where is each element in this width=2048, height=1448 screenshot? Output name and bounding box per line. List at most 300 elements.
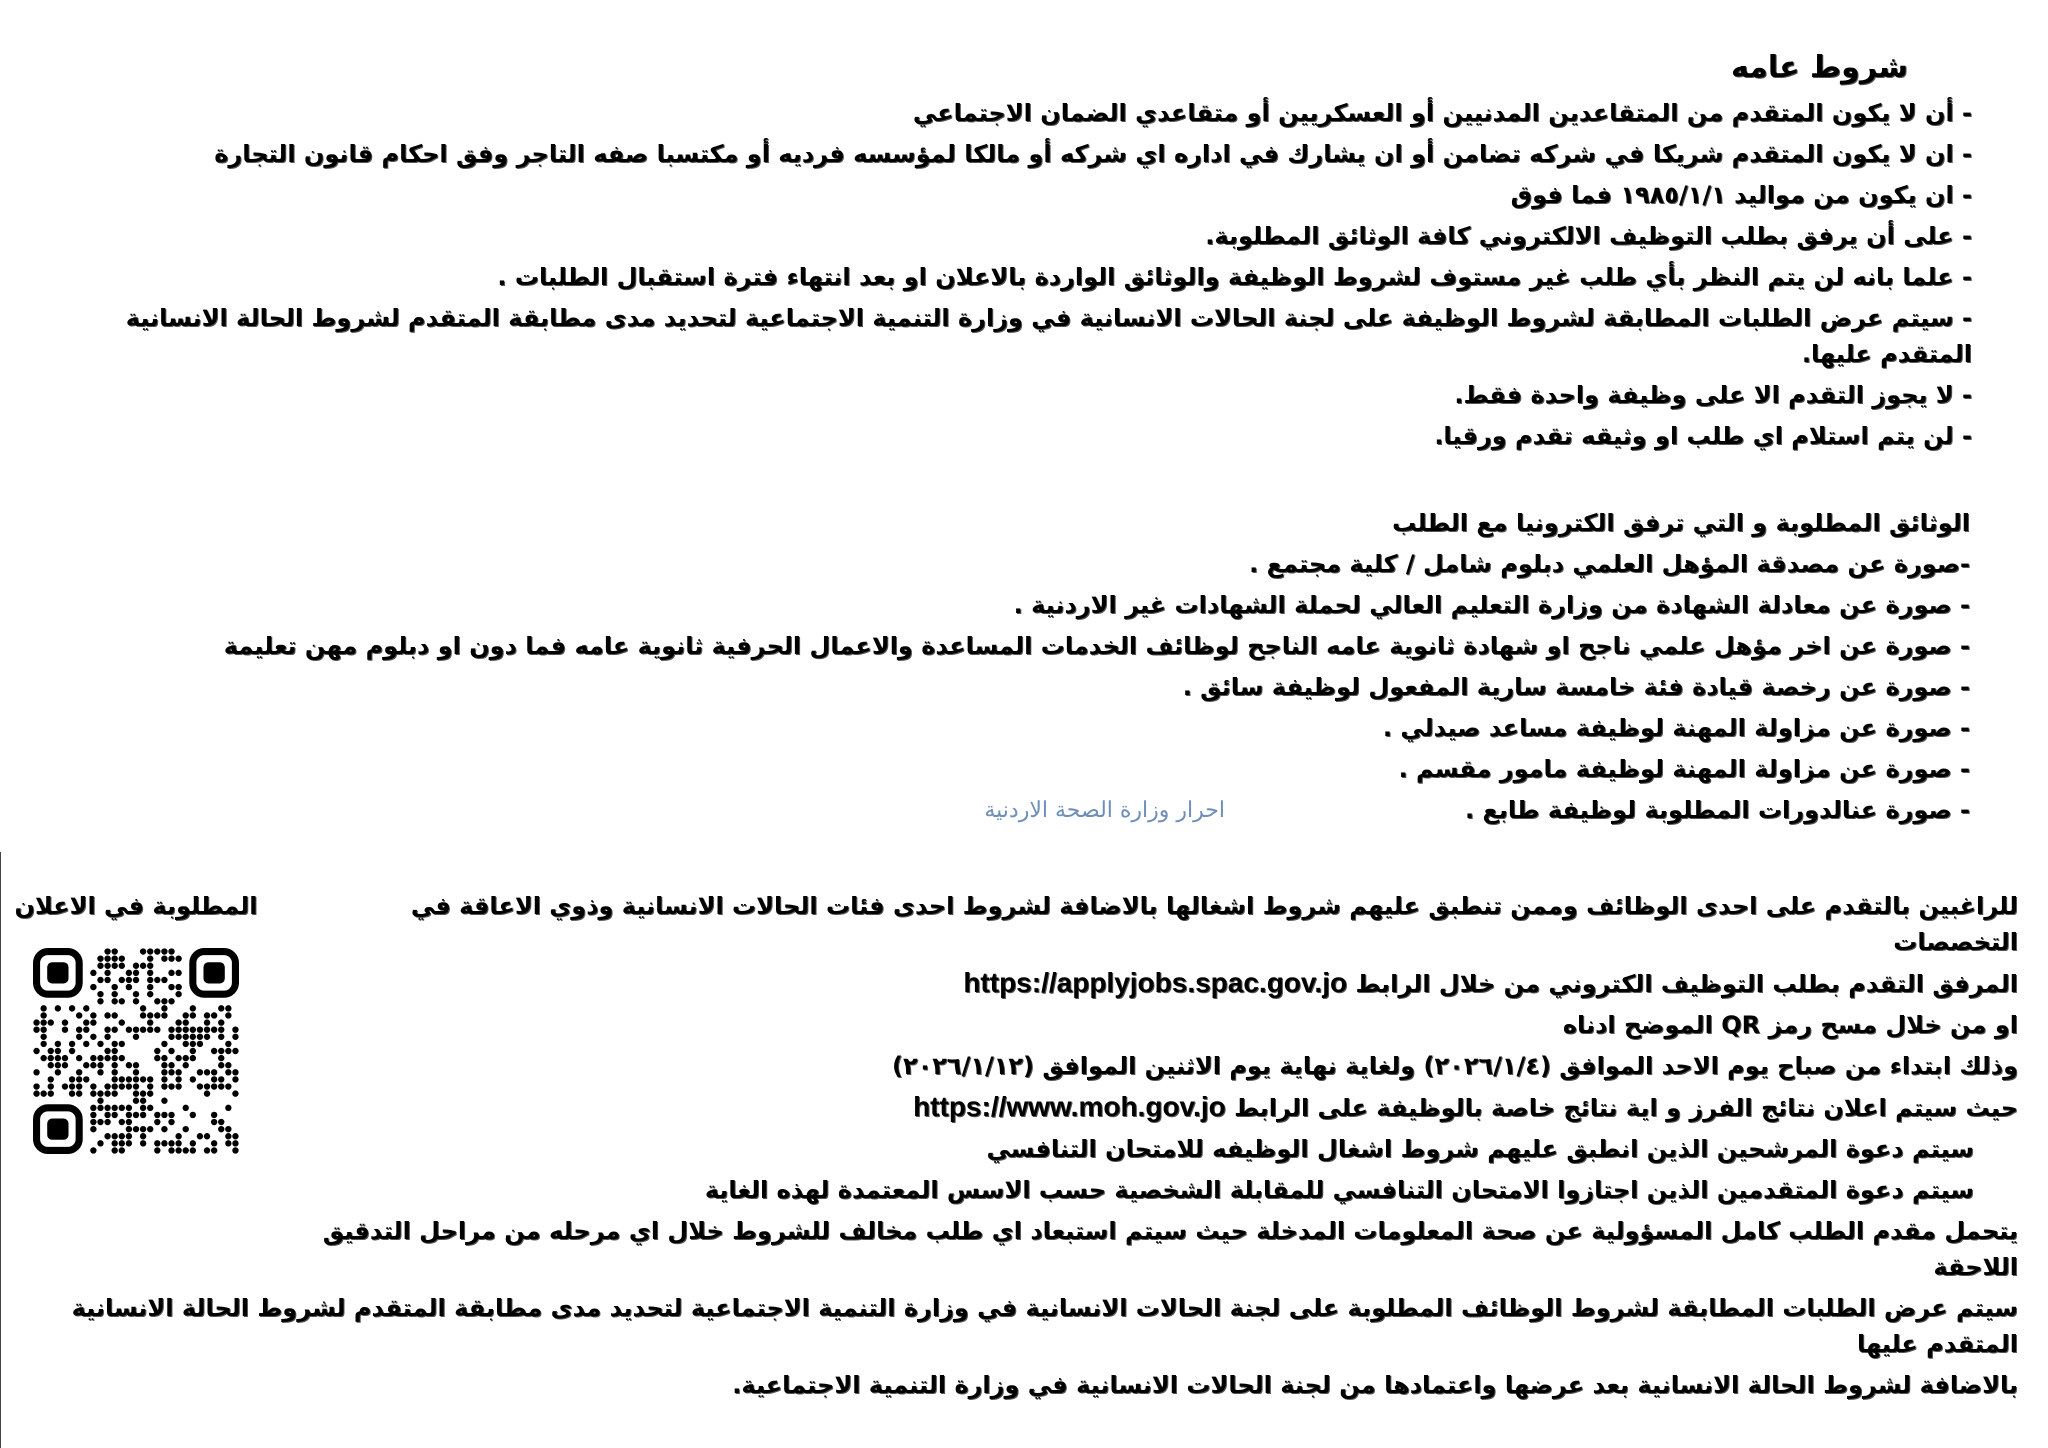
qr-module: [168, 1069, 174, 1075]
qr-module: [90, 1055, 96, 1061]
qr-module: [97, 1098, 103, 1104]
qr-module: [168, 1034, 174, 1040]
qr-module: [140, 1012, 146, 1018]
qr-module: [225, 1062, 231, 1068]
qr-module: [90, 1105, 96, 1111]
qr-module: [168, 1112, 174, 1118]
qr-module: [140, 1026, 146, 1032]
qr-module: [168, 1083, 174, 1089]
qr-module: [140, 963, 146, 969]
qr-module: [111, 1062, 117, 1068]
qr-finder-center: [203, 962, 224, 983]
qr-module: [111, 1140, 117, 1146]
qr-module: [161, 1112, 167, 1118]
qr-module: [183, 1055, 189, 1061]
qr-module: [62, 1055, 68, 1061]
results-text: حيث سيتم اعلان نتائج الفرز و اية نتائج خاصة بالوظيفة على الرابط: [1234, 1094, 2018, 1122]
qr-module: [232, 1076, 238, 1082]
qr-module: [204, 1133, 210, 1139]
apply-line: سيتم عرض الطلبات المطابقة لشروط الوظائف المطلوبة على لجنة الحالات الانسانية في وزارة التنمية الاجتماعية لتحديد مدى مطابقة المتقدم لشروط الحالة الانسانية المتقدم عليها: [71, 1294, 2018, 1358]
apply-text-column: [285, 888, 2018, 1290]
qr-module: [190, 1076, 196, 1082]
qr-module: [97, 1069, 103, 1075]
qr-module: [175, 1026, 181, 1032]
qr-module: [183, 1041, 189, 1047]
qr-module: [126, 977, 132, 983]
qr-module: [119, 955, 125, 961]
qr-module: [97, 991, 103, 997]
qr-module: [168, 1119, 174, 1125]
qr-module: [190, 1048, 196, 1054]
qr-module: [76, 1034, 82, 1040]
apply-line: وذلك ابتداء من صباح يوم الاحد الموافق (٢٠٢٦/١/٤) ولغاية نهاية يوم الاثنين الموافق (٢٠٢٦/١/١٢): [892, 1052, 2018, 1080]
qr-module: [104, 1090, 110, 1096]
moh-link[interactable]: https://www.moh.gov.jo: [913, 1091, 1226, 1122]
qr-module: [225, 1083, 231, 1089]
qr-module: [126, 1126, 132, 1132]
qr-module: [133, 1069, 139, 1075]
general-condition-item: - علما بانه لن يتم النظر بأي طلب غير مستوف لشروط الوظيفة والوثائق الواردة بالاعلان او بعد انتهاء فترة استقبال الطلبات .: [497, 263, 1972, 291]
qr-module: [133, 1076, 139, 1082]
qr-module: [211, 1048, 217, 1054]
qr-module: [218, 1119, 224, 1125]
qr-module: [218, 1034, 224, 1040]
qr-module: [232, 1140, 238, 1146]
qr-module: [211, 1026, 217, 1032]
qr-module: [111, 1055, 117, 1061]
qr-module: [111, 955, 117, 961]
qr-module: [104, 1119, 110, 1125]
qr-module: [104, 1105, 110, 1111]
apply-line: او من خلال مسح رمز QR الموضح ادناه: [1562, 1011, 2018, 1039]
qr-module: [119, 1133, 125, 1139]
qr-module: [76, 1026, 82, 1032]
qr-module: [218, 1126, 224, 1132]
qr-module: [161, 955, 167, 961]
qr-module: [126, 970, 132, 976]
qr-module: [140, 1005, 146, 1011]
qr-module: [154, 1048, 160, 1054]
qr-module: [62, 1062, 68, 1068]
qr-module: [175, 1034, 181, 1040]
qr-module: [147, 1026, 153, 1032]
general-conditions-section: [0, 0, 2048, 454]
qr-module: [147, 1105, 153, 1111]
qr-module: [140, 1126, 146, 1132]
qr-module: [161, 1062, 167, 1068]
qr-module: [183, 1026, 189, 1032]
qr-module: [190, 1012, 196, 1018]
qr-module: [161, 1005, 167, 1011]
qr-module: [119, 1119, 125, 1125]
qr-module: [40, 1041, 46, 1047]
qr-module: [111, 1083, 117, 1089]
qr-module: [197, 1034, 203, 1040]
qr-module: [168, 1062, 174, 1068]
qr-module: [83, 1026, 89, 1032]
qr-module: [104, 1034, 110, 1040]
apply-line: للراغبين بالتقدم على احدى الوظائف وممن تنطبق عليهم شروط اشغالها بالاضافة لشروط احدى فئات الحالات الانسانية وذوي الاعاقة في التخصصات: [410, 892, 2018, 956]
general-condition-item: - ان لا يكون المتقدم شريكا في شركه تضامن أو ان يشارك في اداره اي شركه أو مالكا لمؤسسه فرديه أو مكتسبا صفه التاجر وفق احكام قانون التجارة: [214, 140, 1972, 168]
general-condition-item: - ان يكون من مواليد ١٩٨٥/١/١ فما فوق: [1510, 181, 1972, 209]
qr-module: [126, 1140, 132, 1146]
qr-finder-center: [47, 962, 68, 983]
general-condition-item: - سيتم عرض الطلبات المطابقة لشروط الوظيفة على لجنة الحالات الانسانية في وزارة التنمية الاجتماعية لتحديد مدى مطابقة المتقدم لشروط الحالة الانسانية المتقدم عليها.: [125, 304, 1972, 368]
qr-module: [168, 1026, 174, 1032]
qr-module: [119, 963, 125, 969]
qr-module: [104, 948, 110, 954]
qr-module: [104, 1012, 110, 1018]
qr-module: [62, 1019, 68, 1025]
qr-module: [97, 1105, 103, 1111]
qr-module: [197, 1041, 203, 1047]
qr-module: [190, 1026, 196, 1032]
qr-module: [161, 1012, 167, 1018]
apply-link[interactable]: https://applyjobs.spac.gov.jo: [963, 967, 1348, 998]
qr-module: [40, 1026, 46, 1032]
general-condition-item: - على أن يرفق بطلب التوظيف الالكتروني كافة الوثائق المطلوبة.: [1205, 222, 1972, 250]
apply-line: سيتم دعوة المرشحين الذين انطبق عليهم شروط اشغال الوظيفه للامتحان التنافسي: [986, 1135, 1974, 1163]
qr-module: [90, 1090, 96, 1096]
qr-module: [69, 1083, 75, 1089]
qr-module: [232, 1048, 238, 1054]
qr-module: [140, 1112, 146, 1118]
qr-module: [161, 1055, 167, 1061]
qr-module: [133, 991, 139, 997]
qr-module: [111, 1048, 117, 1054]
qr-module: [69, 1005, 75, 1011]
qr-module: [90, 1119, 96, 1125]
qr-module: [225, 1041, 231, 1047]
qr-module: [183, 1019, 189, 1025]
qr-module: [104, 955, 110, 961]
qr-module: [175, 1083, 181, 1089]
apply-line: يتحمل مقدم الطلب كامل المسؤولية عن صحة المعلومات المدخلة حيث سيتم استبعاد اي طلب مخالف للشروط خلال اي مرحله من مراحل التدقيق اللاحقة: [322, 1217, 2018, 1281]
qr-module: [140, 1090, 146, 1096]
qr-module: [76, 1076, 82, 1082]
apply-line: سيتم دعوة المتقدمين الذين اجتازوا الامتحان التنافسي للمقابلة الشخصية حسب الاسس المعتمدة لهذه الغاية: [704, 1176, 1974, 1204]
qr-module: [211, 1119, 217, 1125]
qr-module: [175, 1019, 181, 1025]
qr-module: [161, 998, 167, 1004]
qr-module: [119, 1055, 125, 1061]
qr-module: [154, 1112, 160, 1118]
qr-module: [133, 1034, 139, 1040]
qr-module: [104, 1055, 110, 1061]
qr-module: [111, 998, 117, 1004]
qr-module: [119, 1076, 125, 1082]
general-condition-item: - أن لا يكون المتقدم من المتقاعدين المدنيين أو العسكريين أو متقاعدي الضمان الاجتماعي: [912, 99, 1972, 127]
qr-column: [11, 888, 261, 1290]
qr-module: [147, 1012, 153, 1018]
qr-module: [133, 963, 139, 969]
qr-module: [147, 955, 153, 961]
qr-module: [218, 1062, 224, 1068]
qr-module: [111, 948, 117, 954]
qr-module: [90, 1012, 96, 1018]
qr-module: [218, 1083, 224, 1089]
qr-module: [147, 991, 153, 997]
qr-module: [97, 977, 103, 983]
qr-module: [111, 1112, 117, 1118]
qr-module: [168, 948, 174, 954]
document-item: - صورة عن اخر مؤهل علمي ناجح او شهادة ثانوية عامه الناجح لوظائف الخدمات المساعدة والاعمال الحرفية ثانوية عامه فما دون او دبلوم مهن تعليمة: [223, 632, 1970, 660]
qr-module: [133, 977, 139, 983]
qr-module: [119, 1147, 125, 1153]
qr-module: [55, 1048, 61, 1054]
qr-module: [126, 1119, 132, 1125]
qr-module: [40, 1012, 46, 1018]
watermark: احرار وزارة الصحة الاردنية: [984, 797, 1225, 823]
qr-module: [140, 1105, 146, 1111]
qr-module: [147, 984, 153, 990]
qr-module: [168, 1048, 174, 1054]
qr-module: [147, 948, 153, 954]
qr-module: [69, 1041, 75, 1047]
qr-module: [48, 1062, 54, 1068]
qr-module: [119, 1083, 125, 1089]
qr-module: [140, 1076, 146, 1082]
qr-module: [126, 1076, 132, 1082]
qr-module: [147, 1126, 153, 1132]
qr-module: [147, 963, 153, 969]
qr-code[interactable]: [33, 947, 239, 1155]
qr-module: [161, 1098, 167, 1104]
qr-module: [126, 1026, 132, 1032]
qr-module: [55, 1069, 61, 1075]
qr-module: [90, 970, 96, 976]
qr-finder-center: [47, 1118, 68, 1139]
qr-module: [104, 977, 110, 983]
qr-module: [97, 955, 103, 961]
qr-module: [204, 1019, 210, 1025]
qr-module: [147, 977, 153, 983]
qr-module: [154, 1055, 160, 1061]
qr-module: [33, 1090, 39, 1096]
qr-module: [90, 1126, 96, 1132]
qr-module: [111, 984, 117, 990]
qr-module: [175, 984, 181, 990]
qr-module: [232, 1090, 238, 1096]
qr-module: [76, 1090, 82, 1096]
qr-module: [168, 1140, 174, 1146]
qr-module: [111, 1041, 117, 1047]
qr-module: [154, 1119, 160, 1125]
qr-module: [133, 1083, 139, 1089]
qr-module: [183, 1062, 189, 1068]
qr-module: [33, 1048, 39, 1054]
qr-module: [218, 1055, 224, 1061]
qr-module: [161, 1041, 167, 1047]
apply-line-left: المطلوبة في الاعلان: [14, 892, 258, 920]
qr-module: [126, 1062, 132, 1068]
qr-module: [175, 1133, 181, 1139]
qr-module: [183, 1126, 189, 1132]
qr-module: [83, 1019, 89, 1025]
qr-module: [225, 1133, 231, 1139]
qr-module: [48, 1076, 54, 1082]
qr-module: [218, 1076, 224, 1082]
qr-module: [211, 1147, 217, 1153]
qr-module: [183, 1105, 189, 1111]
qr-module: [204, 1083, 210, 1089]
qr-module: [111, 1105, 117, 1111]
qr-module: [218, 1019, 224, 1025]
qr-module: [104, 963, 110, 969]
qr-module: [140, 948, 146, 954]
qr-module: [147, 1083, 153, 1089]
qr-module: [69, 1076, 75, 1082]
qr-module: [104, 1112, 110, 1118]
qr-module: [154, 1026, 160, 1032]
qr-module: [147, 1076, 153, 1082]
qr-module: [111, 1026, 117, 1032]
qr-module: [147, 1019, 153, 1025]
qr-module: [111, 1133, 117, 1139]
qr-module: [133, 1126, 139, 1132]
qr-module: [83, 1076, 89, 1082]
qr-module: [119, 1105, 125, 1111]
qr-module: [133, 1062, 139, 1068]
qr-module: [161, 1140, 167, 1146]
qr-module: [225, 1005, 231, 1011]
qr-module: [40, 1090, 46, 1096]
qr-module: [55, 1062, 61, 1068]
qr-module: [97, 1041, 103, 1047]
qr-module: [97, 1062, 103, 1068]
qr-module: [76, 1012, 82, 1018]
apply-section: [0, 852, 2048, 1448]
document-item: - صورة عن مزاولة المهنة لوظيفة مساعد صيدلي .: [1382, 714, 1970, 742]
qr-module: [119, 998, 125, 1004]
qr-module: [211, 1112, 217, 1118]
qr-module: [204, 1090, 210, 1096]
qr-module: [126, 1133, 132, 1139]
qr-module: [83, 1005, 89, 1011]
qr-module: [111, 991, 117, 997]
qr-module: [183, 1034, 189, 1040]
qr-module: [197, 1026, 203, 1032]
qr-module: [48, 1055, 54, 1061]
document-item: - صورة عن مزاولة المهنة لوظيفة مامور مقسم .: [1398, 755, 1970, 783]
qr-module: [104, 970, 110, 976]
qr-module: [168, 998, 174, 1004]
qr-module: [133, 1090, 139, 1096]
qr-module: [90, 1083, 96, 1089]
qr-module: [126, 1105, 132, 1111]
qr-module: [232, 1034, 238, 1040]
qr-module: [190, 1112, 196, 1118]
qr-module: [154, 1140, 160, 1146]
document-item: - صورة عنالدورات المطلوبة لوظيفة طابع .: [1464, 796, 1970, 824]
qr-module: [204, 1012, 210, 1018]
qr-module: [175, 955, 181, 961]
qr-module: [175, 970, 181, 976]
qr-module: [204, 1026, 210, 1032]
qr-module: [161, 977, 167, 983]
document-item: -صورة عن مصدقة المؤهل العلمي دبلوم شامل / كلية مجتمع .: [1249, 550, 1970, 578]
qr-module: [225, 1048, 231, 1054]
qr-module: [168, 955, 174, 961]
qr-module: [104, 1133, 110, 1139]
qr-module: [104, 1083, 110, 1089]
qr-module: [69, 1048, 75, 1054]
qr-module: [40, 1005, 46, 1011]
qr-module: [76, 1069, 82, 1075]
qr-module: [104, 1048, 110, 1054]
qr-module: [83, 1062, 89, 1068]
qr-module: [161, 948, 167, 954]
qr-module: [175, 1055, 181, 1061]
qr-module: [140, 1133, 146, 1139]
qr-module: [161, 1076, 167, 1082]
apply-line: [285, 1089, 2018, 1126]
qr-module: [76, 1055, 82, 1061]
qr-module: [211, 1140, 217, 1146]
qr-module: [97, 1140, 103, 1146]
qr-module: [232, 1069, 238, 1075]
qr-module: [90, 984, 96, 990]
qr-module: [33, 1026, 39, 1032]
qr-module: [161, 1083, 167, 1089]
qr-module: [33, 1069, 39, 1075]
qr-module: [126, 1112, 132, 1118]
qr-module: [40, 1055, 46, 1061]
qr-module: [90, 1112, 96, 1118]
qr-module: [33, 1083, 39, 1089]
qr-module: [168, 1147, 174, 1153]
apply-line: [285, 965, 2018, 1002]
qr-module: [126, 1083, 132, 1089]
qr-module: [48, 1083, 54, 1089]
apply-bottom: [11, 1290, 2018, 1403]
qr-module: [126, 984, 132, 990]
qr-module: [225, 1069, 231, 1075]
qr-module: [48, 1090, 54, 1096]
qr-module: [168, 970, 174, 976]
qr-module: [204, 1034, 210, 1040]
qr-module: [211, 1083, 217, 1089]
qr-module: [147, 970, 153, 976]
qr-module: [40, 1019, 46, 1025]
qr-module: [175, 991, 181, 997]
qr-module: [62, 1026, 68, 1032]
qr-module: [55, 1041, 61, 1047]
qr-module: [48, 1019, 54, 1025]
qr-module: [190, 1041, 196, 1047]
qr-module: [90, 1019, 96, 1025]
qr-module: [204, 1147, 210, 1153]
qr-module: [90, 1062, 96, 1068]
qr-module: [154, 998, 160, 1004]
qr-module: [133, 970, 139, 976]
qr-module: [190, 1140, 196, 1146]
documents-title: الوثائق المطلوبة و التي ترفق الكترونيا مع الطلب: [1392, 509, 1970, 537]
qr-module: [111, 1147, 117, 1153]
qr-module: [175, 1140, 181, 1146]
qr-module: [133, 1026, 139, 1032]
qr-module: [190, 1034, 196, 1040]
general-condition-item: - لا يجوز التقدم الا على وظيفة واحدة فقط.: [1454, 381, 1972, 409]
qr-module: [55, 1055, 61, 1061]
qr-module: [197, 1083, 203, 1089]
qr-module: [140, 1098, 146, 1104]
documents-section: [0, 459, 2048, 828]
qr-module: [83, 1041, 89, 1047]
document-item: - صورة عن رخصة قيادة فئة خامسة سارية المفعول لوظيفة سائق .: [1182, 673, 1970, 701]
qr-module: [111, 1076, 117, 1082]
qr-module: [175, 1069, 181, 1075]
